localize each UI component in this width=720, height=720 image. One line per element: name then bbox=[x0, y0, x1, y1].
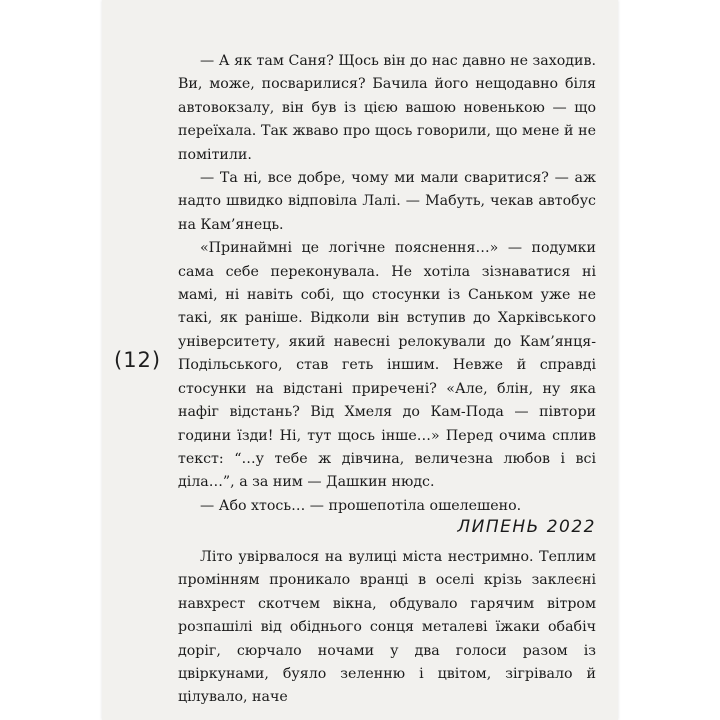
paragraph: — Та ні, все добре, чому ми мали сваритися? — аж надто швидко відповіла Лалі. — Мабуть, чекав автобус на Кам’янець. bbox=[178, 170, 596, 233]
paragraph: — А як там Саня? Щось він до нас давно не заходив. Ви, може, посварилися? Бачила його нещодавно біля автовокзалу, він був із цією вашою новенькою — що переїхала. Так жваво про щось говорили, що мене й не помітили. bbox=[178, 53, 596, 163]
paragraph: — Або хтось… — прошепотіла ошелешено. bbox=[200, 497, 522, 514]
book-page bbox=[102, 0, 618, 720]
section-heading: ЛИПЕНЬ 2022 bbox=[457, 517, 596, 537]
text-block-bottom bbox=[178, 546, 596, 710]
text-block-top bbox=[178, 50, 596, 518]
page-number: (12) bbox=[114, 348, 162, 372]
paragraph: «Принаймні це логічне пояснення…» — подумки сама себе переконувала. Не хотіла зізнаватися ні мамі, ні навіть собі, що стосунки із Саньком уже не такі, як раніше. Відколи він вступив до Харківського університету, який навесні релокували до Кам’янця-Подільського, став геть іншим. Невже й справді стосунки на відстані приречені? «Але, блін, ну яка нафіг відстань? Від Хмеля до Кам-Пода — півтори години їзди! Ні, тут щось інше…» Перед очима сплив текст: “…у тебе ж дівчина, величезна любов і всі діла…”, а за ним — Дашкин нюдс. bbox=[178, 240, 596, 491]
paragraph: Літо увірвалося на вулиці міста нестримно. Теплим промінням проникало вранці в оселі крізь заклеєні навхрест скотчем вікна, обдувало гарячим вітром розпашілі від обіднього сонця металеві їжаки обабіч доріг, сюрчало ночами у два голоси разом із цвіркунами, буяло зеленню і цвітом, зігрівало й цілувало, наче bbox=[178, 549, 596, 706]
